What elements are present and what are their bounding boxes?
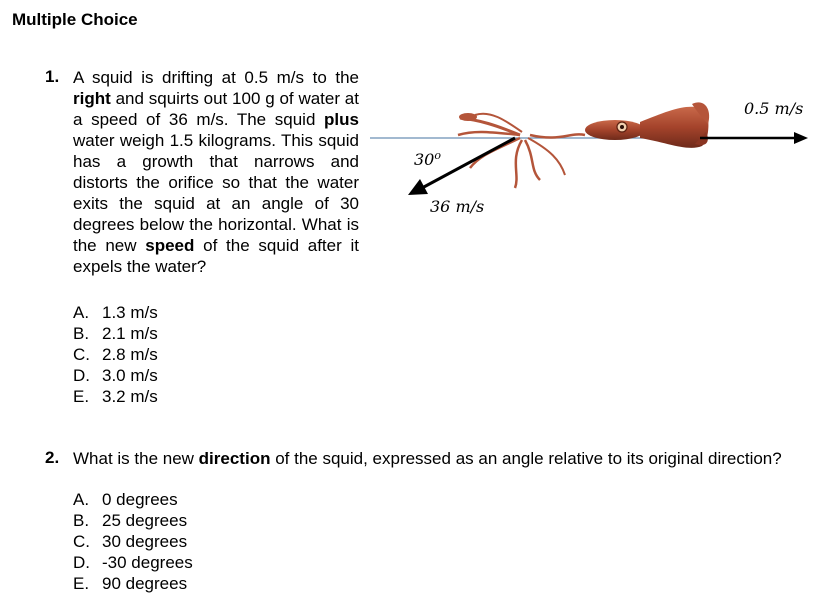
answer-choice[interactable]: [73, 344, 158, 365]
text-run: What is the new: [73, 449, 199, 468]
section-heading: Multiple Choice: [12, 10, 138, 29]
water-velocity-arrow: [422, 138, 515, 188]
squid-illustration: [458, 102, 709, 188]
choice-letter: C.: [73, 532, 90, 551]
answer-choice[interactable]: [73, 489, 193, 510]
answer-choice[interactable]: [73, 323, 158, 344]
choice-text: 25 degrees: [102, 511, 188, 530]
text-run: water weigh 1.5 kilograms. This squid has a growth that narrows and distorts the orifice so that the water exits the squid at an angle of 30 degrees below the horizontal. What is the new: [73, 131, 359, 255]
squid-arrow-head: [794, 132, 808, 144]
choice-letter: E.: [73, 387, 90, 406]
choice-text: 90 degrees: [102, 574, 188, 593]
question-1-number: 1.: [45, 67, 60, 86]
squid-diagram: [370, 80, 810, 230]
choice-letter: B.: [73, 324, 90, 343]
squid-speed-label: 0.5 m/s: [744, 99, 804, 118]
choice-letter: D.: [73, 366, 90, 385]
choice-text: -30 degrees: [102, 553, 193, 572]
choice-letter: E.: [73, 574, 90, 593]
choice-text: 0 degrees: [102, 490, 178, 509]
angle-label: 30$^o$: [414, 149, 441, 169]
question-1-choices: [73, 302, 158, 407]
question-2-choices: [73, 489, 193, 594]
choice-text: 2.8 m/s: [102, 345, 158, 364]
choice-letter: A.: [73, 490, 90, 509]
choice-text: 3.0 m/s: [102, 366, 158, 385]
answer-choice[interactable]: [73, 552, 193, 573]
choice-text: 2.1 m/s: [102, 324, 158, 343]
answer-choice[interactable]: [73, 302, 158, 323]
choice-letter: A.: [73, 303, 90, 322]
choice-letter: D.: [73, 553, 90, 572]
answer-choice[interactable]: [73, 365, 158, 386]
question-2-text: [73, 448, 798, 469]
text-run: of the squid, expressed as an angle relative to its original direction?: [270, 449, 782, 468]
question-1-text: [73, 67, 359, 277]
water-speed-label: 36 m/s: [430, 197, 485, 216]
choice-letter: B.: [73, 511, 90, 530]
choice-letter: C.: [73, 345, 90, 364]
question-2-number: 2.: [45, 448, 60, 467]
answer-choice[interactable]: [73, 386, 158, 407]
text-run: direction: [198, 449, 271, 468]
choice-text: 30 degrees: [102, 532, 188, 551]
choice-text: 3.2 m/s: [102, 387, 158, 406]
text-run: A squid is drifting at 0.5 m/s to the: [73, 68, 359, 87]
text-run: speed: [145, 236, 195, 255]
text-run: plus: [324, 110, 359, 129]
answer-choice[interactable]: [73, 510, 193, 531]
text-run: right: [73, 89, 111, 108]
answer-choice[interactable]: [73, 531, 193, 552]
text-run: of the squid after it expels the water?: [73, 236, 359, 276]
text-run: and squirts out 100 g of water at a speed of 36 m/s. The squid: [73, 89, 359, 129]
choice-text: 1.3 m/s: [102, 303, 158, 322]
answer-choice[interactable]: [73, 573, 193, 594]
